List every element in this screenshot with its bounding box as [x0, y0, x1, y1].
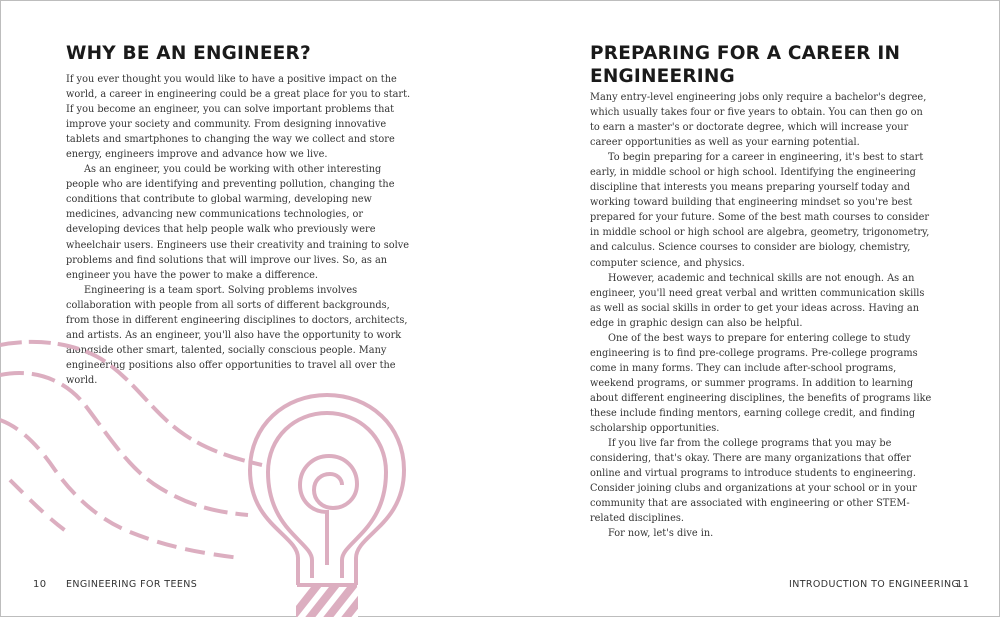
paragraph: If you ever thought you would like to have a positive impact on the world, a career in engineering could be a great place for you to start. If you become an engineer, you can solve important problems that improve your society and community. From designing innovative tablets and smartphones to changing the way we collect and store energy, engineers improve and advance how we live. — [66, 74, 411, 161]
page-number: 11 — [956, 579, 970, 590]
right-page-body — [590, 90, 935, 541]
bulb-base — [290, 582, 374, 617]
running-head: ENGINEERING FOR TEENS — [66, 579, 198, 590]
paragraph: If you live far from the college programs that you may be considering, that's okay. There are many organizations that offer online and virtual programs to introduce students to engineering. Consider joining clubs and organizations at your school or in your community that are associated with engineering or other STEM-related disciplines. — [590, 438, 917, 525]
paragraph: Many entry-level engineering jobs only require a bachelor's degree, which usually takes four or five years to obtain. You can then go on to earn a master's or doctorate degree, which will increase your career opportunities as well as your earning potential. — [590, 92, 927, 149]
wavy-line — [0, 373, 248, 515]
paragraph: For now, let's dive in. — [608, 528, 714, 540]
paragraph: Engineering is a team sport. Solving problems involves collaboration with people from all sorts of different backgrounds, from those in different engineering disciplines to doctors, architects, and artists. As an engineer, you'll also have the opportunity to work alongside other smart, talented, socially conscious people. Many engineering positions also offer opportunities to travel all over the world. — [66, 284, 408, 386]
wavy-line — [0, 420, 240, 558]
page-number: 10 — [33, 579, 47, 590]
paragraph: To begin preparing for a career in engineering, it's best to start early, in middle school or high school. Identifying the engineering discipline that interests you means preparing yourself today and working toward building that engineering mindset so you're best prepared for your future. Some of the best math courses to consider in middle school or high school are algebra, geometry, trigonometry, and calculus. Science courses to consider are biology, chemistry, computer science, and physics. — [590, 152, 930, 269]
paragraph: One of the best ways to prepare for entering college to study engineering is to find pre-college programs. Pre-college programs come in many forms. They can include after-school programs, weekend programs, or summer programs. In addition to learning about different engineering disciplines, the benefits of programs like these include finding mentors, earning college credit, and finding scholarship opportunities. — [590, 332, 932, 435]
right-page-title: PREPARING FOR A CAREER IN ENGINEERING — [590, 43, 901, 87]
paragraph: However, academic and technical skills are not enough. As an engineer, you'll need great verbal and written communication skills as well as social skills in order to get your ideas across. Having an edge in graphic design can also be helpful. — [590, 272, 925, 329]
paragraph: As an engineer, you could be working with other interesting people who are identifying and preventing pollution, changing the conditions that contribute to global warming, developing new medicines, advancing new communications technologies, or developing devices that help people walk who previously were wheelchair users. Engineers use their creativity and training to solve problems and find solutions that will improve our lives. So, as an engineer you have the power to make a difference. — [66, 164, 409, 281]
lightbulb-illustration — [0, 320, 500, 617]
left-page-title: WHY BE AN ENGINEER? — [66, 43, 311, 64]
right-page — [500, 0, 1000, 617]
running-head: INTRODUCTION TO ENGINEERING — [789, 579, 960, 590]
wavy-line — [10, 480, 70, 534]
